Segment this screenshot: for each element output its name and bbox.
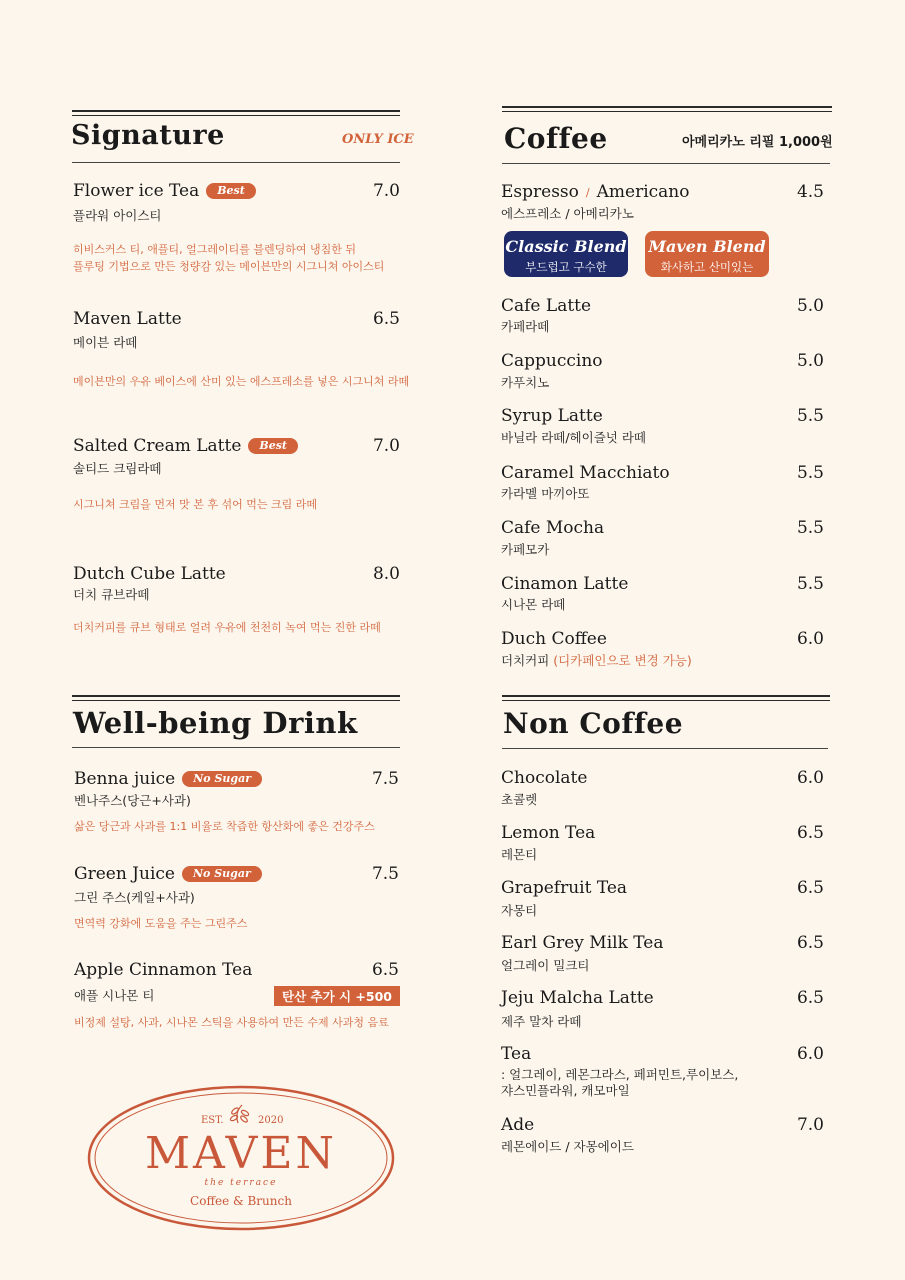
item-price: 6.0 — [796, 768, 824, 788]
item-name: Grapefruit Tea — [501, 878, 628, 898]
item-description: 메이븐만의 우유 베이스에 산미 있는 에스프레소를 넣은 시그니쳐 라떼 — [73, 375, 410, 388]
no-sugar-badge: No Sugar — [182, 866, 262, 882]
item-price: 7.5 — [371, 864, 399, 884]
item-korean-name: 벤나주스(당근+사과) — [74, 793, 191, 808]
item-price: 5.0 — [796, 296, 824, 316]
best-badge: Best — [248, 438, 298, 454]
item-korean-name: 초콜렛 — [501, 792, 538, 807]
item-name: Benna juice — [74, 769, 176, 789]
item-name: Dutch Cube Latte — [73, 564, 226, 584]
americano-refill-note: 아메리카노 리필 1,000원 — [682, 135, 833, 150]
item-korean-name: 더치 큐브라떼 — [73, 587, 150, 602]
item-name: Maven Latte — [73, 309, 182, 329]
maven-blend-option[interactable] — [645, 231, 769, 277]
wellbeing-top-rule — [72, 695, 400, 701]
signature-title: Signature — [71, 120, 225, 151]
item-name: Cafe Mocha — [501, 518, 605, 538]
blend-description: 부드럽고 구수한 — [525, 260, 607, 274]
item-name: Cinamon Latte — [501, 574, 629, 594]
item-name: Syrup Latte — [501, 406, 603, 426]
only-ice-note: ONLY ICE — [342, 132, 414, 147]
item-name: Lemon Tea — [501, 823, 596, 843]
item-description: 히비스커스 티, 애플티, 얼그레이티를 블렌딩하여 냉침한 뒤 — [73, 243, 356, 256]
item-korean-name: 에스프레소 / 아메리카노 — [501, 206, 634, 221]
item-korean-name: 더치커피 — [501, 653, 550, 668]
coffee-title: Coffee — [504, 122, 608, 155]
item-price: 6.5 — [796, 823, 824, 843]
item-price: 5.0 — [796, 351, 824, 371]
item-name: Duch Coffee — [501, 629, 607, 649]
coffee-bottom-rule — [502, 163, 830, 164]
wellbeing-title: Well-being Drink — [73, 706, 358, 740]
logo-sub: Coffee & Brunch — [190, 1194, 292, 1208]
logo-est: EST. — [201, 1115, 224, 1126]
item-price: 7.0 — [372, 436, 400, 456]
item-name-americano: Americano — [596, 182, 690, 202]
item-price: 7.0 — [372, 181, 400, 201]
item-name: Salted Cream Latte — [73, 436, 242, 456]
item-name: Ade — [501, 1115, 535, 1135]
wellbeing-bottom-rule — [72, 747, 400, 748]
item-korean-name: 얼그레이 밀크티 — [501, 958, 590, 973]
item-price: 6.0 — [796, 629, 824, 649]
item-price: 5.5 — [796, 518, 824, 538]
item-name-separator: / — [585, 185, 590, 199]
item-price: 6.5 — [796, 988, 824, 1008]
logo-brand: MAVEN — [144, 1128, 338, 1179]
item-price: 6.5 — [372, 309, 400, 329]
item-korean-name: 애플 시나몬 티 — [74, 988, 155, 1003]
item-korean-name: 메이븐 라떼 — [73, 335, 138, 350]
signature-top-rule — [72, 110, 400, 116]
blend-title: Classic Blend — [505, 237, 627, 256]
blend-title: Maven Blend — [648, 237, 766, 256]
item-price: 6.5 — [796, 878, 824, 898]
item-price: 6.5 — [371, 960, 399, 980]
classic-blend-option[interactable] — [504, 231, 628, 277]
item-name: Chocolate — [501, 768, 588, 788]
item-korean-name: 그린 주스(케일+사과) — [74, 890, 195, 905]
item-korean-name: 카푸치노 — [501, 375, 550, 390]
item-korean-name-line2: 쟈스민플라워, 캐모마일 — [501, 1083, 630, 1098]
item-price: 5.5 — [796, 463, 824, 483]
item-description: 비정제 설탕, 사과, 시나몬 스틱을 사용하여 만든 수제 사과청 음료 — [74, 1016, 389, 1029]
item-price: 6.0 — [796, 1044, 824, 1064]
item-korean-name: : 얼그레이, 레몬그라스, 페퍼민트,루이보스, — [501, 1067, 739, 1082]
item-description: 시그니쳐 크림을 먼저 맛 본 후 섞어 먹는 크림 라떼 — [73, 498, 317, 511]
item-korean-name: 시나몬 라떼 — [501, 597, 566, 612]
item-korean-name: 카페라떼 — [501, 319, 550, 334]
item-name: Cappuccino — [501, 351, 603, 371]
item-korean-name: 제주 말차 라떼 — [501, 1014, 582, 1029]
item-korean-name: 자몽티 — [501, 903, 538, 918]
item-name: Green Juice — [74, 864, 175, 884]
best-badge: Best — [206, 183, 256, 199]
soda-add-tag: 탄산 추가 시 +500 — [274, 986, 400, 1006]
item-description: 더치커피를 큐브 형태로 얼려 우유에 천천히 녹여 먹는 진한 라떼 — [73, 621, 381, 634]
noncoffee-title: Non Coffee — [503, 707, 684, 740]
item-name: Caramel Macchiato — [501, 463, 670, 483]
item-name: Earl Grey Milk Tea — [501, 933, 664, 953]
maven-logo — [86, 1085, 396, 1231]
item-name-espresso: Espresso — [501, 182, 579, 202]
item-description-line2: 플루팅 기법으로 만든 청량감 있는 메이븐만의 시그니쳐 아이스티 — [73, 260, 385, 273]
item-price: 4.5 — [796, 182, 824, 202]
item-price: 7.0 — [796, 1115, 824, 1135]
blend-description: 화사하고 산미있는 — [660, 260, 754, 274]
item-price: 8.0 — [372, 564, 400, 584]
noncoffee-top-rule — [502, 695, 830, 701]
item-name: Jeju Malcha Latte — [501, 988, 654, 1008]
item-price: 5.5 — [796, 574, 824, 594]
no-sugar-badge: No Sugar — [182, 771, 262, 787]
noncoffee-bottom-rule — [502, 748, 828, 749]
item-name: Tea — [501, 1044, 532, 1064]
logo-tagline: the terrace — [204, 1178, 278, 1188]
item-name: Cafe Latte — [501, 296, 592, 316]
item-description: 삶은 당근과 사과를 1:1 비율로 착즙한 항산화에 좋은 건강주스 — [74, 820, 375, 833]
logo-year: 2020 — [258, 1115, 284, 1126]
decaf-note: (디카페인으로 변경 가능) — [553, 653, 692, 668]
item-korean-name: 레몬에이드 / 자몽에이드 — [501, 1139, 634, 1154]
coffee-top-rule — [502, 106, 832, 112]
item-price: 7.5 — [371, 769, 399, 789]
item-korean-name: 카라멜 마끼아또 — [501, 486, 590, 501]
item-korean-name: 레몬티 — [501, 847, 538, 862]
item-korean-name: 카페모카 — [501, 542, 550, 557]
item-name: Flower ice Tea — [73, 181, 200, 201]
signature-bottom-rule — [72, 162, 400, 163]
item-korean-name: 솔티드 크림라떼 — [73, 461, 162, 476]
item-korean-name: 바닐라 라떼/헤이즐넛 라떼 — [501, 430, 646, 445]
item-name: Apple Cinnamon Tea — [74, 960, 253, 980]
item-description: 면역력 강화에 도움을 주는 그린주스 — [74, 917, 248, 930]
item-korean-name: 플라워 아이스티 — [73, 208, 162, 223]
item-price: 6.5 — [796, 933, 824, 953]
item-price: 5.5 — [796, 406, 824, 426]
